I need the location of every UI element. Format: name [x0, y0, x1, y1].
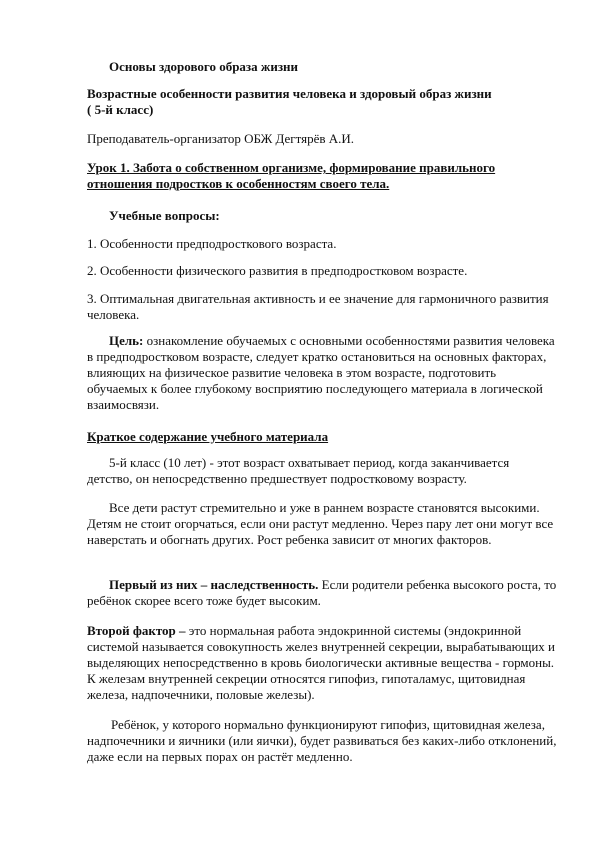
lesson-line-1: Урок 1. Забота о собственном организме, формирование правильного	[87, 160, 496, 175]
first-factor-label: Первый из них – наследственность.	[109, 577, 319, 592]
paragraph-child: Ребёнок, у которого нормально функционируют гипофиз, щитовидная железа, надпочечники и яичники (или яички), будет развиваться без каких-либо отклонений, даже если на первых порах он растёт медленно.	[87, 717, 557, 764]
paragraph-age: 5-й класс (10 лет) - этот возраст охватывает период, когда заканчивается детство, он непосредственно предшествует подростковому возрасту.	[87, 455, 510, 486]
question-item-1: 1. Особенности предподросткового возраста.	[87, 236, 337, 251]
paragraph-growth: Все дети растут стремительно и уже в раннем возрасте становятся высокими. Детям не стоит огорчаться, если они растут медленно. Через пару лет они могут все наверстать и обогнать других. Рост ребенка зависит от многих факторов.	[87, 500, 554, 547]
goal-paragraph	[87, 333, 557, 413]
doc-title: Основы здорового образа жизни	[109, 59, 299, 74]
question-item-3: 3. Оптимальная двигательная активность и ее значение для гармоничного развития человека.	[87, 291, 549, 322]
paragraph-endocrine	[87, 623, 557, 703]
goal-label: Цель:	[109, 333, 144, 348]
first-factor-text: Если родители ребенка высокого роста, то ребёнок скорее всего тоже будет высоким.	[87, 577, 557, 608]
teacher-line: Преподаватель-организатор ОБЖ Дегтярёв А.И.	[87, 131, 355, 146]
summary-heading: Краткое содержание учебного материала	[87, 429, 329, 444]
lesson-heading	[87, 160, 557, 192]
questions-heading: Учебные вопросы:	[109, 208, 220, 223]
second-factor-text: это нормальная работа эндокринной системы (эндокринной системой называется совокупность желез внутренней секреции, вырабатывающих и выделяющих непосредственно в кровь биологически активные вещества - гормоны. К железам внутренней секреции относятся гипофиз, гипоталамус, щитовидная железа, надпочечники, половые железы).	[87, 623, 556, 702]
lesson-line-2: отношения подростков к особенностям своего тела.	[87, 176, 390, 191]
doc-subtitle	[87, 86, 557, 118]
goal-text: ознакомление обучаемых с основными особенностями развития человека в предподростковом возрасте, следует кратко остановиться на основных факторах, влияющих на физическое развитие человека в этом возрасте, подготовить обучаемых к более глубокому восприятию последующего материала в логической взаимосвязи.	[87, 333, 555, 412]
subtitle-line-1: Возрастные особенности развития человека и здоровый образ жизни	[87, 86, 492, 101]
second-factor-label: Второй фактор –	[87, 623, 186, 638]
question-item-2: 2. Особенности физического развития в предподростковом возрасте.	[87, 263, 468, 278]
paragraph-heredity	[87, 577, 557, 609]
subtitle-line-2: ( 5-й класс)	[87, 102, 154, 117]
